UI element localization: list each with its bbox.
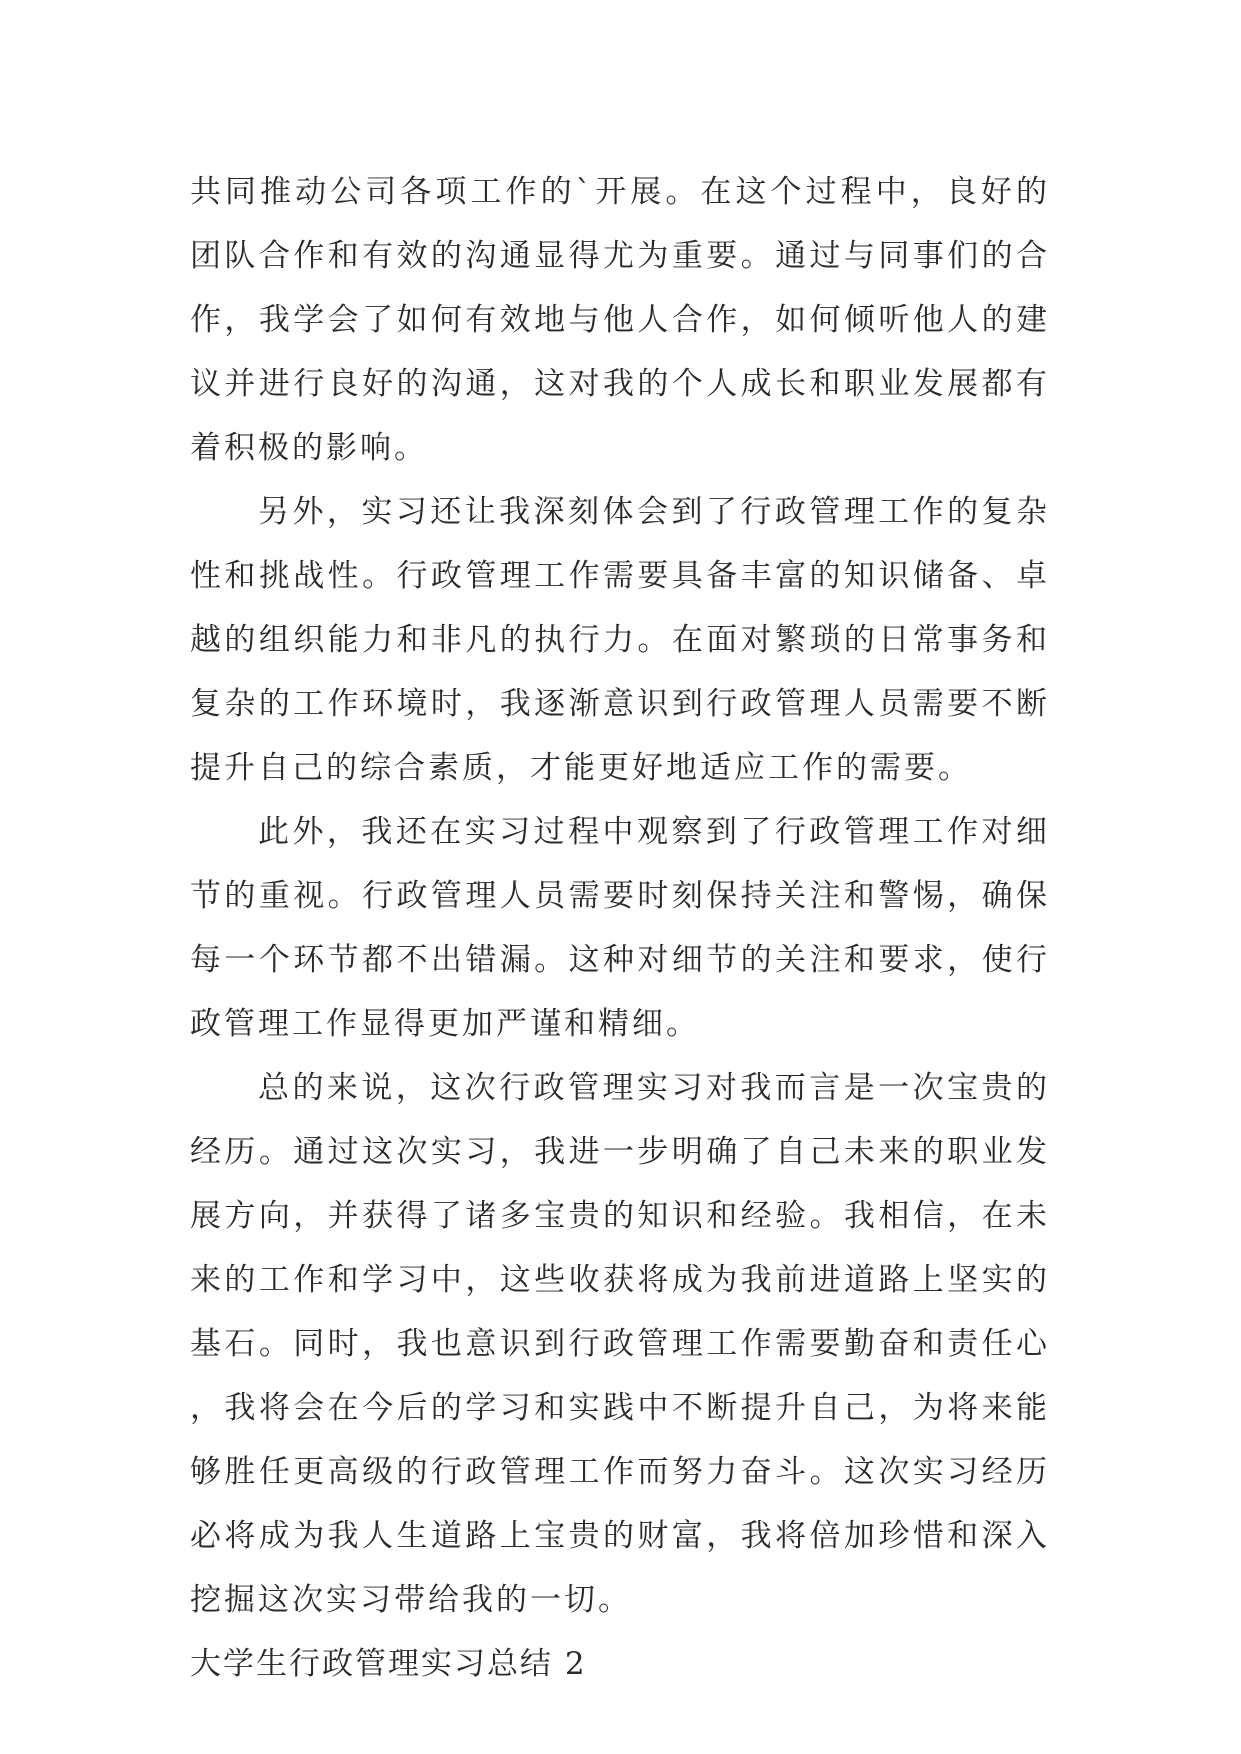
paragraph-3: 此外，我还在实习过程中观察到了行政管理工作对细节的重视。行政管理人员需要时刻保持关注和警惕，确保每一个环节都不出错漏。这种对细节的关注和要求，使行政管理工作显得更加严谨和精细。 [190, 814, 1050, 1042]
paragraph-2: 另外，实习还让我深刻体会到了行政管理工作的复杂性和挑战性。行政管理工作需要具备丰富的知识储备、卓越的组织能力和非凡的执行力。在面对繁琐的日常事务和复杂的工作环境时，我逐渐意识到行政管理人员需要不断提升自己的综合素质，才能更好地适应工作的需要。 [190, 494, 1050, 786]
paragraph-1: 共同推动公司各项工作的`开展。在这个过程中，良好的团队合作和有效的沟通显得尤为重要。通过与同事们的合作，我学会了如何有效地与他人合作，如何倾听他人的建议并进行良好的沟通，这对我的个人成长和职业发展都有着积极的影响。 [190, 174, 1050, 466]
section-heading: 大学生行政管理实习总结 2 [190, 1646, 587, 1682]
document-body [190, 160, 1050, 1696]
paragraph-4: 总的来说，这次行政管理实习对我而言是一次宝贵的经历。通过这次实习，我进一步明确了自己未来的职业发展方向，并获得了诸多宝贵的知识和经验。我相信，在未来的工作和学习中，这些收获将成为我前进道路上坚实的基石。同时，我也意识到行政管理工作需要勤奋和责任心，我将会在今后的学习和实践中不断提升自己，为将来能够胜任更高级的行政管理工作而努力奋斗。这次实习经历必将成为我人生道路上宝贵的财富，我将倍加珍惜和深入挖掘这次实习带给我的一切。 [190, 1070, 1050, 1618]
